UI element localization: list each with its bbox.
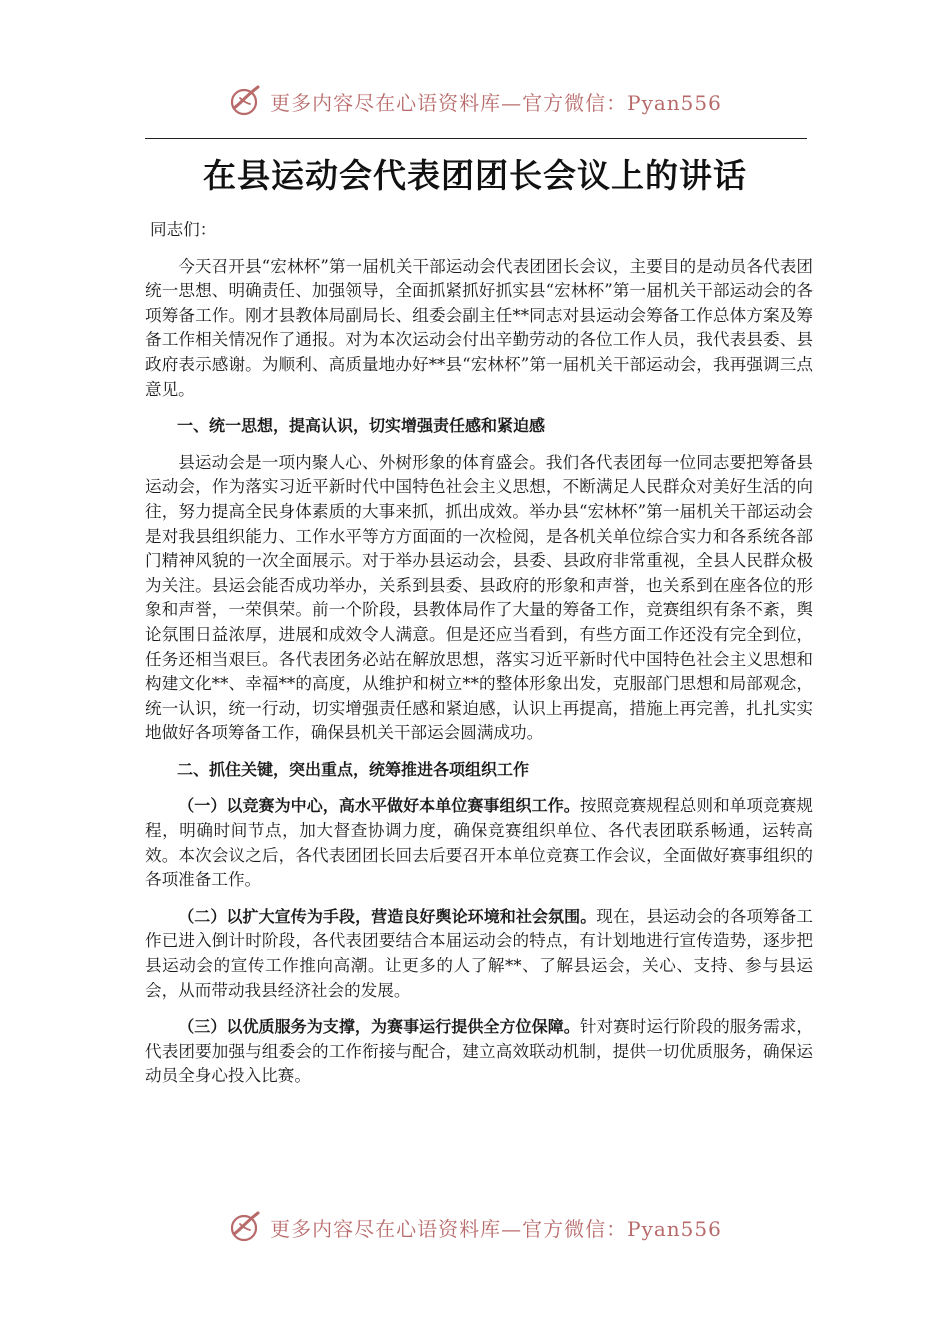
item-3-lead: （三）以优质服务为支撑，为赛事运行提供全方位保障。 [178, 1017, 580, 1037]
footer-watermark-banner [0, 1210, 950, 1244]
intro-paragraph: 今天召开县“宏林杯”第一届机关干部运动会代表团团长会议，主要目的是动员各代表团统一思想、明确责任、加强领导，全面抓紧抓好抓实县“宏林杯”第一届机关干部运动会的各项筹备工作。刚才县教体局副局长、组委会副主任**同志对县运动会筹备工作总体方案及筹备工作相关情况作了通报。对为本次运动会付出辛勤劳动的各位工作人员，我代表县委、县政府表示感谢。为顺利、高质量地办好**县“宏林杯”第一届机关干部运动会，我再强调三点意见。 [145, 256, 813, 399]
document-body [145, 218, 813, 1101]
section-2-item-1 [145, 794, 813, 892]
section-1-paragraph: 县运动会是一项内聚人心、外树形象的体育盛会。我们各代表团每一位同志要把筹备县运动会，作为落实习近平新时代中国特色社会主义思想，不断满足人民群众对美好生活的向往，努力提高全民身体素质的大事来抓，抓出成效。举办县“宏林杯”第一届机关干部运动会是对我县组织能力、工作水平等方方面面的一次检阅，是各机关单位综合实力和各系统各部门精神风貌的一次全面展示。对于举办县运动会，县委、县政府非常重视，全县人民群众极为关注。县运会能否成功举办，关系到县委、县政府的形象和声誉，也关系到在座各位的形象和声誉，一荣俱荣。前一个阶段，县教体局作了大量的筹备工作，竞赛组织有条不紊，舆论氛围日益浓厚，进展和成效令人满意。但是还应当看到，有些方面工作还没有完全到位，任务还相当艰巨。各代表团务必站在解放思想，落实习近平新时代中国特色社会主义思想和构建文化**、幸福**的高度，从维护和树立**的整体形象出发，克服部门思想和局部观念，统一认识，统一行动，切实增强责任感和紧迫感，认识上再提高，措施上再完善，扎扎实实地做好各项筹备工作，确保县机关干部运会圆满成功。 [145, 452, 813, 743]
banner-text: 更多内容尽在心语资料库—官方微信：Pyan556 [270, 1216, 722, 1241]
item-3-text: 针对赛时运行阶段的服务需求，代表团要加强与组委会的工作衔接与配合，建立高效联动机制，提供一切优质服务，确保运动员全身心投入比赛。 [145, 1017, 813, 1086]
pen-logo-icon [228, 84, 262, 118]
section-2-heading: 二、抓住关键，突出重点，统筹推进各项组织工作 [177, 759, 530, 779]
banner-text: 更多内容尽在心语资料库—官方微信：Pyan556 [270, 90, 722, 115]
page-title: 在县运动会代表团团长会议上的讲话 [203, 156, 747, 195]
section-2-item-3 [145, 1015, 813, 1089]
item-2-text: 现在，县运动会的各项筹备工作已进入倒计时阶段，各代表团要结合本届运动会的特点，有计划地进行宣传造势，逐步把县运动会的宣传工作推向高潮。让更多的人了解**、了解县运会，关心、支持、参与县运会，从而带动我县经济社会的发展。 [145, 906, 813, 1000]
section-2-item-2 [145, 905, 813, 1003]
item-1-lead: （一）以竞赛为中心，高水平做好本单位赛事组织工作。 [178, 796, 580, 816]
salutation: 同志们： [150, 220, 217, 239]
header-watermark-banner [0, 84, 950, 118]
pen-logo-icon [228, 1210, 262, 1244]
item-1-text: 按照竞赛规程总则和单项竞赛规程，明确时间节点，加大督查协调力度，确保竞赛组织单位、各代表团联系畅通，运转高效。本次会议之后，各代表团团长回去后要召开本单位竞赛工作会议，全面做好赛事组织的各项准备工作。 [145, 796, 813, 890]
section-1-heading: 一、统一思想，提高认识，切实增强责任感和紧迫感 [177, 416, 546, 436]
title-divider [145, 138, 807, 139]
item-2-lead: （二）以扩大宣传为手段，营造良好舆论环境和社会氛围。 [178, 906, 597, 926]
